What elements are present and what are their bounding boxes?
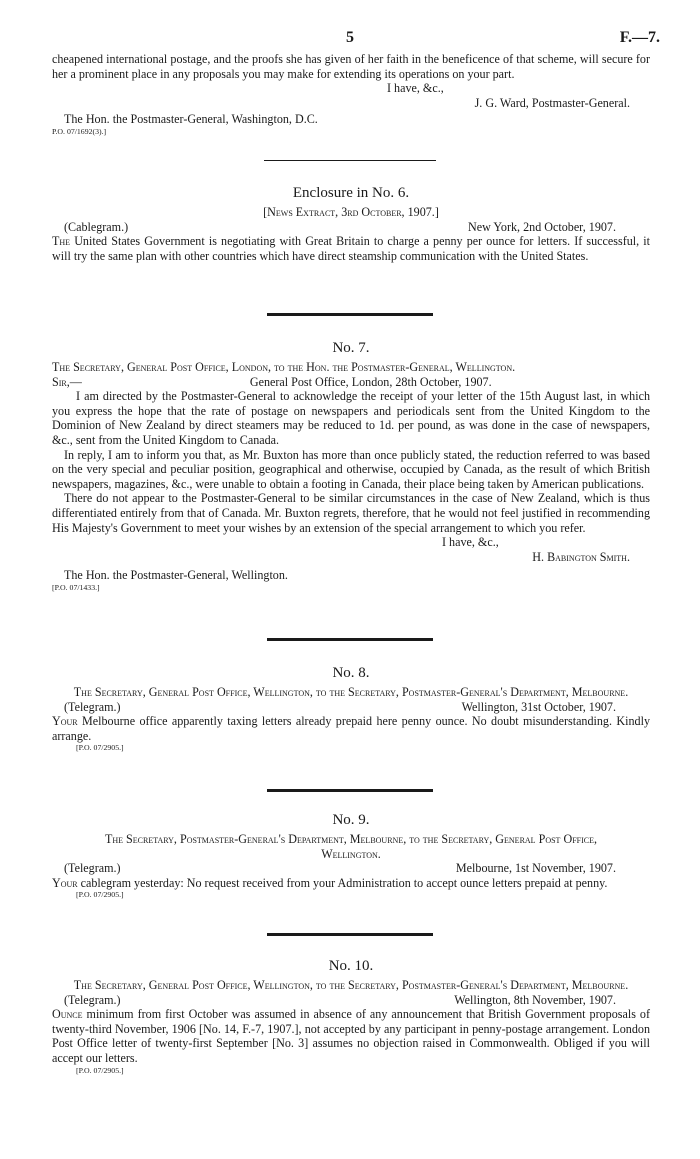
section-divider-thick bbox=[267, 789, 433, 792]
no-10-dateline bbox=[52, 993, 650, 1008]
no-7-salutation: Sir,— bbox=[52, 374, 82, 389]
enclosure-6-section bbox=[52, 185, 650, 263]
no-10-body bbox=[52, 1007, 650, 1065]
no-9-place-date: Melbourne, 1st November, 1907. bbox=[455, 861, 616, 876]
no-7-para-1: I am directed by the Postmaster-General to acknowledge the receipt of your letter of the 15th August last, in which you express the hope that the rate of postage on newspapers and periodicals sent from the United Kingdom to the Dominion of New Zealand by direct steamers may be reduced to 1d. per pound, as was done in the case of newspapers, &c., sent from the United Kingdom to Canada. bbox=[52, 389, 650, 447]
continuation-body: cheapened international postage, and the proofs she has given of her faith in the beneficence of that scheme, will secure for her a prominent place in any proposals you may make for extending its operations on your part. bbox=[52, 52, 650, 81]
no-10-route: The Secretary, General Post Office, Wellington, to the Secretary, Postmaster-General's Department, Melbourne. bbox=[73, 978, 629, 992]
no-8-place-date: Wellington, 31st October, 1907. bbox=[461, 699, 616, 714]
no-7-ref: [P.O. 07/1433.] bbox=[52, 582, 100, 592]
no-7-para-2: In reply, I am to inform you that, as Mr. Buxton has more than once publicly stated, the reduction referred to was based on the very special and peculiar position, geographical and otherwise, occupied by Canada, as the result of which British newspapers, magazines, &c., were unable to obtain a footing in Canada, their place being taken by American publications. bbox=[52, 447, 650, 491]
enclosure-6-subtitle: [News Extract, 3rd October, 1907.] bbox=[263, 205, 439, 219]
no-8-route: The Secretary, General Post Office, Wellington, to the Secretary, Postmaster-General's Department, Melbourne. bbox=[73, 685, 629, 699]
enclosure-6-body-lead: The bbox=[52, 234, 71, 249]
continuation-closing: I have, &c., bbox=[387, 81, 444, 96]
no-7-signature: H. Babington Smith. bbox=[532, 549, 630, 564]
no-10-body-text: minimum from first October was assumed in absence of any announcement that British Government proposals of twenty-third November, 1906 [No. 14, F.-7, 1907.], not accepted by any participant in penny-postage arrangement. London Post Office letter of twenty-first September [No. 3] assumes no objection raised in Commonwealth. Obliged if you will accept our letters. bbox=[52, 1007, 650, 1065]
section-divider-thick bbox=[267, 933, 433, 936]
section-divider bbox=[264, 160, 436, 161]
enclosure-6-body-text: United States Government is negotiating with Great Britain to charge a penny per ounce for letters. If successful, it will try the same plan with other countries which have direct steamship communication with the United States. bbox=[52, 234, 650, 263]
no-7-section bbox=[52, 340, 650, 593]
no-8-title: No. 8. bbox=[332, 665, 370, 681]
no-7-route: The Secretary, General Post Office, London, to the Hon. the Postmaster-General, Wellington. bbox=[52, 360, 516, 374]
no-10-section bbox=[52, 958, 650, 1076]
no-10-title: No. 10. bbox=[328, 958, 374, 974]
continuation-ref: P.O. 07/1692(3).] bbox=[52, 126, 107, 136]
no-9-route: The Secretary, Postmaster-General's Department, Melbourne, to the Secretary, General Post Office, Wellington. bbox=[104, 832, 597, 861]
no-7-addressee: The Hon. the Postmaster-General, Wellington. bbox=[64, 568, 288, 583]
no-9-body bbox=[52, 876, 650, 891]
no-7-dateline bbox=[52, 375, 650, 390]
no-8-ref: [P.O. 07/2905.] bbox=[76, 743, 124, 753]
no-9-ref: [P.O. 07/2905.] bbox=[76, 890, 124, 900]
enclosure-6-place-date: New York, 2nd October, 1907. bbox=[468, 219, 616, 234]
enclosure-6-body bbox=[52, 234, 650, 263]
no-10-ref: [P.O. 07/2905.] bbox=[76, 1065, 124, 1075]
section-divider-thick bbox=[267, 313, 433, 316]
no-8-body bbox=[52, 714, 650, 743]
no-7-title: No. 7. bbox=[332, 340, 370, 356]
enclosure-6-title: Enclosure in No. 6. bbox=[292, 185, 410, 201]
no-9-section bbox=[52, 812, 650, 900]
no-10-type: (Telegram.) bbox=[64, 992, 121, 1007]
no-8-section bbox=[52, 665, 650, 753]
enclosure-6-dateline bbox=[52, 220, 650, 235]
page-number: 5 bbox=[346, 29, 354, 46]
no-10-body-lead: Ounce bbox=[52, 1007, 83, 1022]
no-7-place-date: General Post Office, London, 28th October, 1907. bbox=[249, 374, 492, 389]
no-9-body-lead: Your bbox=[52, 875, 78, 890]
no-9-type: (Telegram.) bbox=[64, 861, 121, 876]
enclosure-6-type: (Cablegram.) bbox=[64, 219, 129, 234]
no-8-body-text: Melbourne office apparently taxing letters already prepaid here penny ounce. No doubt misunderstanding. Kindly arrange. bbox=[52, 714, 650, 743]
no-10-place-date: Wellington, 8th November, 1907. bbox=[454, 992, 616, 1007]
no-8-dateline bbox=[52, 700, 650, 715]
no-9-title: No. 9. bbox=[332, 812, 370, 828]
no-9-body-text: cablegram yesterday: No request received from your Administration to accept ounce letters prepaid at penny. bbox=[77, 875, 608, 890]
no-7-para-3: There do not appear to the Postmaster-General to be similar circumstances in the case of New Zealand, which is thus differentiated entirely from that of Canada. Mr. Buxton regrets, therefore, that he would not feel justified in recommending His Majesty's Government to meet your wishes by an extension of the special arrangement to which you refer. bbox=[52, 491, 650, 535]
no-8-body-lead: Your bbox=[52, 714, 78, 729]
no-8-type: (Telegram.) bbox=[64, 699, 121, 714]
no-7-closing: I have, &c., bbox=[442, 535, 499, 550]
continuation-addressee: The Hon. the Postmaster-General, Washington, D.C. bbox=[64, 112, 318, 127]
continuation-section bbox=[52, 52, 650, 137]
continuation-signature: J. G. Ward, Postmaster-General. bbox=[474, 95, 630, 110]
document-id: F.—7. bbox=[619, 29, 660, 46]
section-divider-thick bbox=[267, 638, 433, 641]
no-9-dateline bbox=[52, 861, 650, 876]
